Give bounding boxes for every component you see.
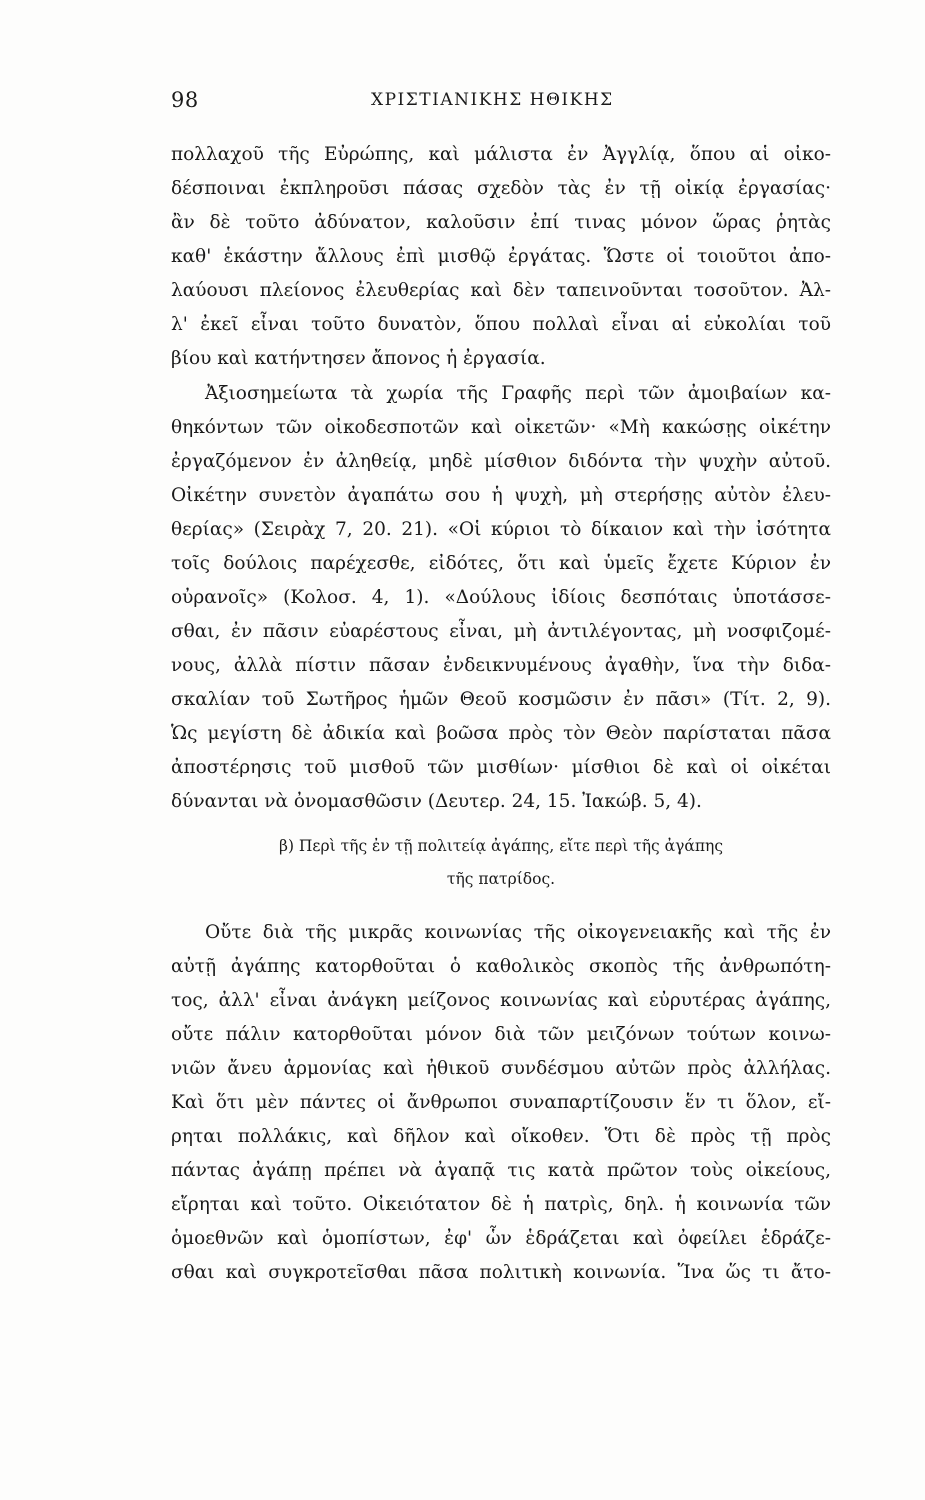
text-line: λ' ἐκεῖ εἶναι τοῦτο δυνατὸν, ὅπου πολλαὶ εἶναι αἱ εὐκολίαι τοῦ — [171, 314, 831, 335]
paragraph-2 — [171, 377, 831, 819]
text-line: δύνανται νὰ ὀνομασθῶσιν (Δευτερ. 24, 15. Ἰακώβ. 5, 4). — [171, 791, 702, 812]
text-line: βίου καὶ κατήντησεν ἄπονος ἡ ἐργασία. — [171, 348, 546, 369]
text-line: ἂν δὲ τοῦτο ἀδύνατον, καλοῦσιν ἐπί τινας μόνον ὥρας ῥητὰς — [171, 212, 831, 233]
text-line: θηκόντων τῶν οἰκοδεσποτῶν καὶ οἰκετῶν· «Μὴ κακώσῃς οἰκέτην — [171, 417, 831, 438]
text-line: ἐργαζόμενον ἐν ἀληθείᾳ, μηδὲ μίσθιον διδόντα τὴν ψυχὴν αὐτοῦ. — [171, 451, 831, 472]
section-heading — [171, 830, 831, 896]
text-line: δέσποιναι ἐκπληροῦσι πάσας σχεδὸν τὰς ἐν τῇ οἰκίᾳ ἐργασίας· — [171, 178, 831, 199]
text-line: σθαι καὶ συγκροτεῖσθαι πᾶσα πολιτικὴ κοινωνία. Ἵνα ὥς τι ἄτο- — [171, 1262, 831, 1283]
text-line: οὔτε πάλιν κατορθοῦται μόνον διὰ τῶν μειζόνων τούτων κοινω- — [171, 1024, 831, 1045]
text-line: λαύουσι πλείονος ἐλευθερίας καὶ δὲν ταπεινοῦνται τοσοῦτον. Ἀλ- — [171, 280, 831, 301]
page-number: 98 — [171, 88, 199, 112]
text-line: ἀποστέρησις τοῦ μισθοῦ τῶν μισθίων· μίσθιοι δὲ καὶ οἱ οἰκέται — [171, 757, 831, 778]
page-header — [171, 88, 831, 118]
running-title: ΧΡΙΣΤΙΑΝΙΚΗΣ ΗΘΙΚΗΣ — [371, 90, 614, 110]
paragraph-1 — [171, 138, 831, 376]
paragraph-3 — [171, 916, 831, 1290]
text-line: σκαλίαν τοῦ Σωτῆρος ἡμῶν Θεοῦ κοσμῶσιν ἐν πᾶσι» (Τίτ. 2, 9). — [171, 689, 831, 710]
text-line: σθαι, ἐν πᾶσιν εὐαρέστους εἶναι, μὴ ἀντιλέγοντας, μὴ νοσφιζομέ- — [171, 621, 831, 642]
text-line: Οἰκέτην συνετὸν ἀγαπάτω σου ἡ ψυχὴ, μὴ στερήσῃς αὐτὸν ἐλευ- — [171, 485, 831, 506]
text-line: Ἀξιοσημείωτα τὰ χωρία τῆς Γραφῆς περὶ τῶν ἀμοιβαίων κα- — [205, 383, 831, 404]
text-line: αὐτῇ ἀγάπης κατορθοῦται ὁ καθολικὸς σκοπὸς τῆς ἀνθρωπότη- — [171, 956, 831, 977]
text-line: τος, ἀλλ' εἶναι ἀνάγκη μείζονος κοινωνίας καὶ εὐρυτέρας ἀγάπης, — [171, 990, 831, 1011]
text-line: νους, ἀλλὰ πίστιν πᾶσαν ἐνδεικνυμένους ἀγαθὴν, ἵνα τὴν διδα- — [171, 655, 831, 676]
text-line: νιῶν ἄνευ ἁρμονίας καὶ ἠθικοῦ συνδέσμου αὐτῶν πρὸς ἀλλήλας. — [171, 1058, 831, 1079]
text-line: τοῖς δούλοις παρέχεσθε, εἰδότες, ὅτι καὶ ὑμεῖς ἔχετε Κύριον ἐν — [171, 553, 831, 574]
text-line: Οὔτε διὰ τῆς μικρᾶς κοινωνίας τῆς οἰκογενειακῆς καὶ τῆς ἐν — [205, 922, 831, 943]
section-heading-line: β) Περὶ τῆς ἐν τῇ πολιτείᾳ ἀγάπης, εἴτε περὶ τῆς ἀγάπης — [278, 837, 724, 855]
text-line: οὐρανοῖς» (Κολοσ. 4, 1). «Δούλους ἰδίοις δεσπόταις ὑποτάσσε- — [171, 587, 831, 608]
text-line: καθ' ἑκάστην ἄλλους ἐπὶ μισθῷ ἐργάτας. Ὥστε οἱ τοιοῦτοι ἀπο- — [171, 246, 831, 267]
text-line: ὁμοεθνῶν καὶ ὁμοπίστων, ἐφ' ὧν ἑδράζεται καὶ ὀφείλει ἑδράζε- — [171, 1228, 831, 1249]
text-line: θερίας» (Σειρὰχ 7, 20. 21). «Οἱ κύριοι τὸ δίκαιον καὶ τὴν ἰσότητα — [171, 519, 831, 540]
text-line: πάντας ἀγάπῃ πρέπει νὰ ἀγαπᾷ τις κατὰ πρῶτον τοὺς οἰκείους, — [171, 1160, 831, 1181]
text-line: πολλαχοῦ τῆς Εὐρώπης, καὶ μάλιστα ἐν Ἀγγλίᾳ, ὅπου αἱ οἰκο- — [171, 144, 831, 165]
text-line: Καὶ ὅτι μὲν πάντες οἱ ἄνθρωποι συναπαρτίζουσιν ἕν τι ὅλον, εἴ- — [171, 1092, 831, 1113]
text-line: εἴρηται καὶ τοῦτο. Οἰκειότατον δὲ ἡ πατρὶς, δηλ. ἡ κοινωνία τῶν — [171, 1194, 831, 1215]
text-line: ρηται πολλάκις, καὶ δῆλον καὶ οἴκοθεν. Ὅτι δὲ πρὸς τῇ πρὸς — [171, 1126, 831, 1147]
section-heading-line: τῆς πατρίδος. — [446, 870, 556, 888]
text-line: Ὡς μεγίστη δὲ ἀδικία καὶ βοῶσα πρὸς τὸν Θεὸν παρίσταται πᾶσα — [171, 723, 831, 744]
